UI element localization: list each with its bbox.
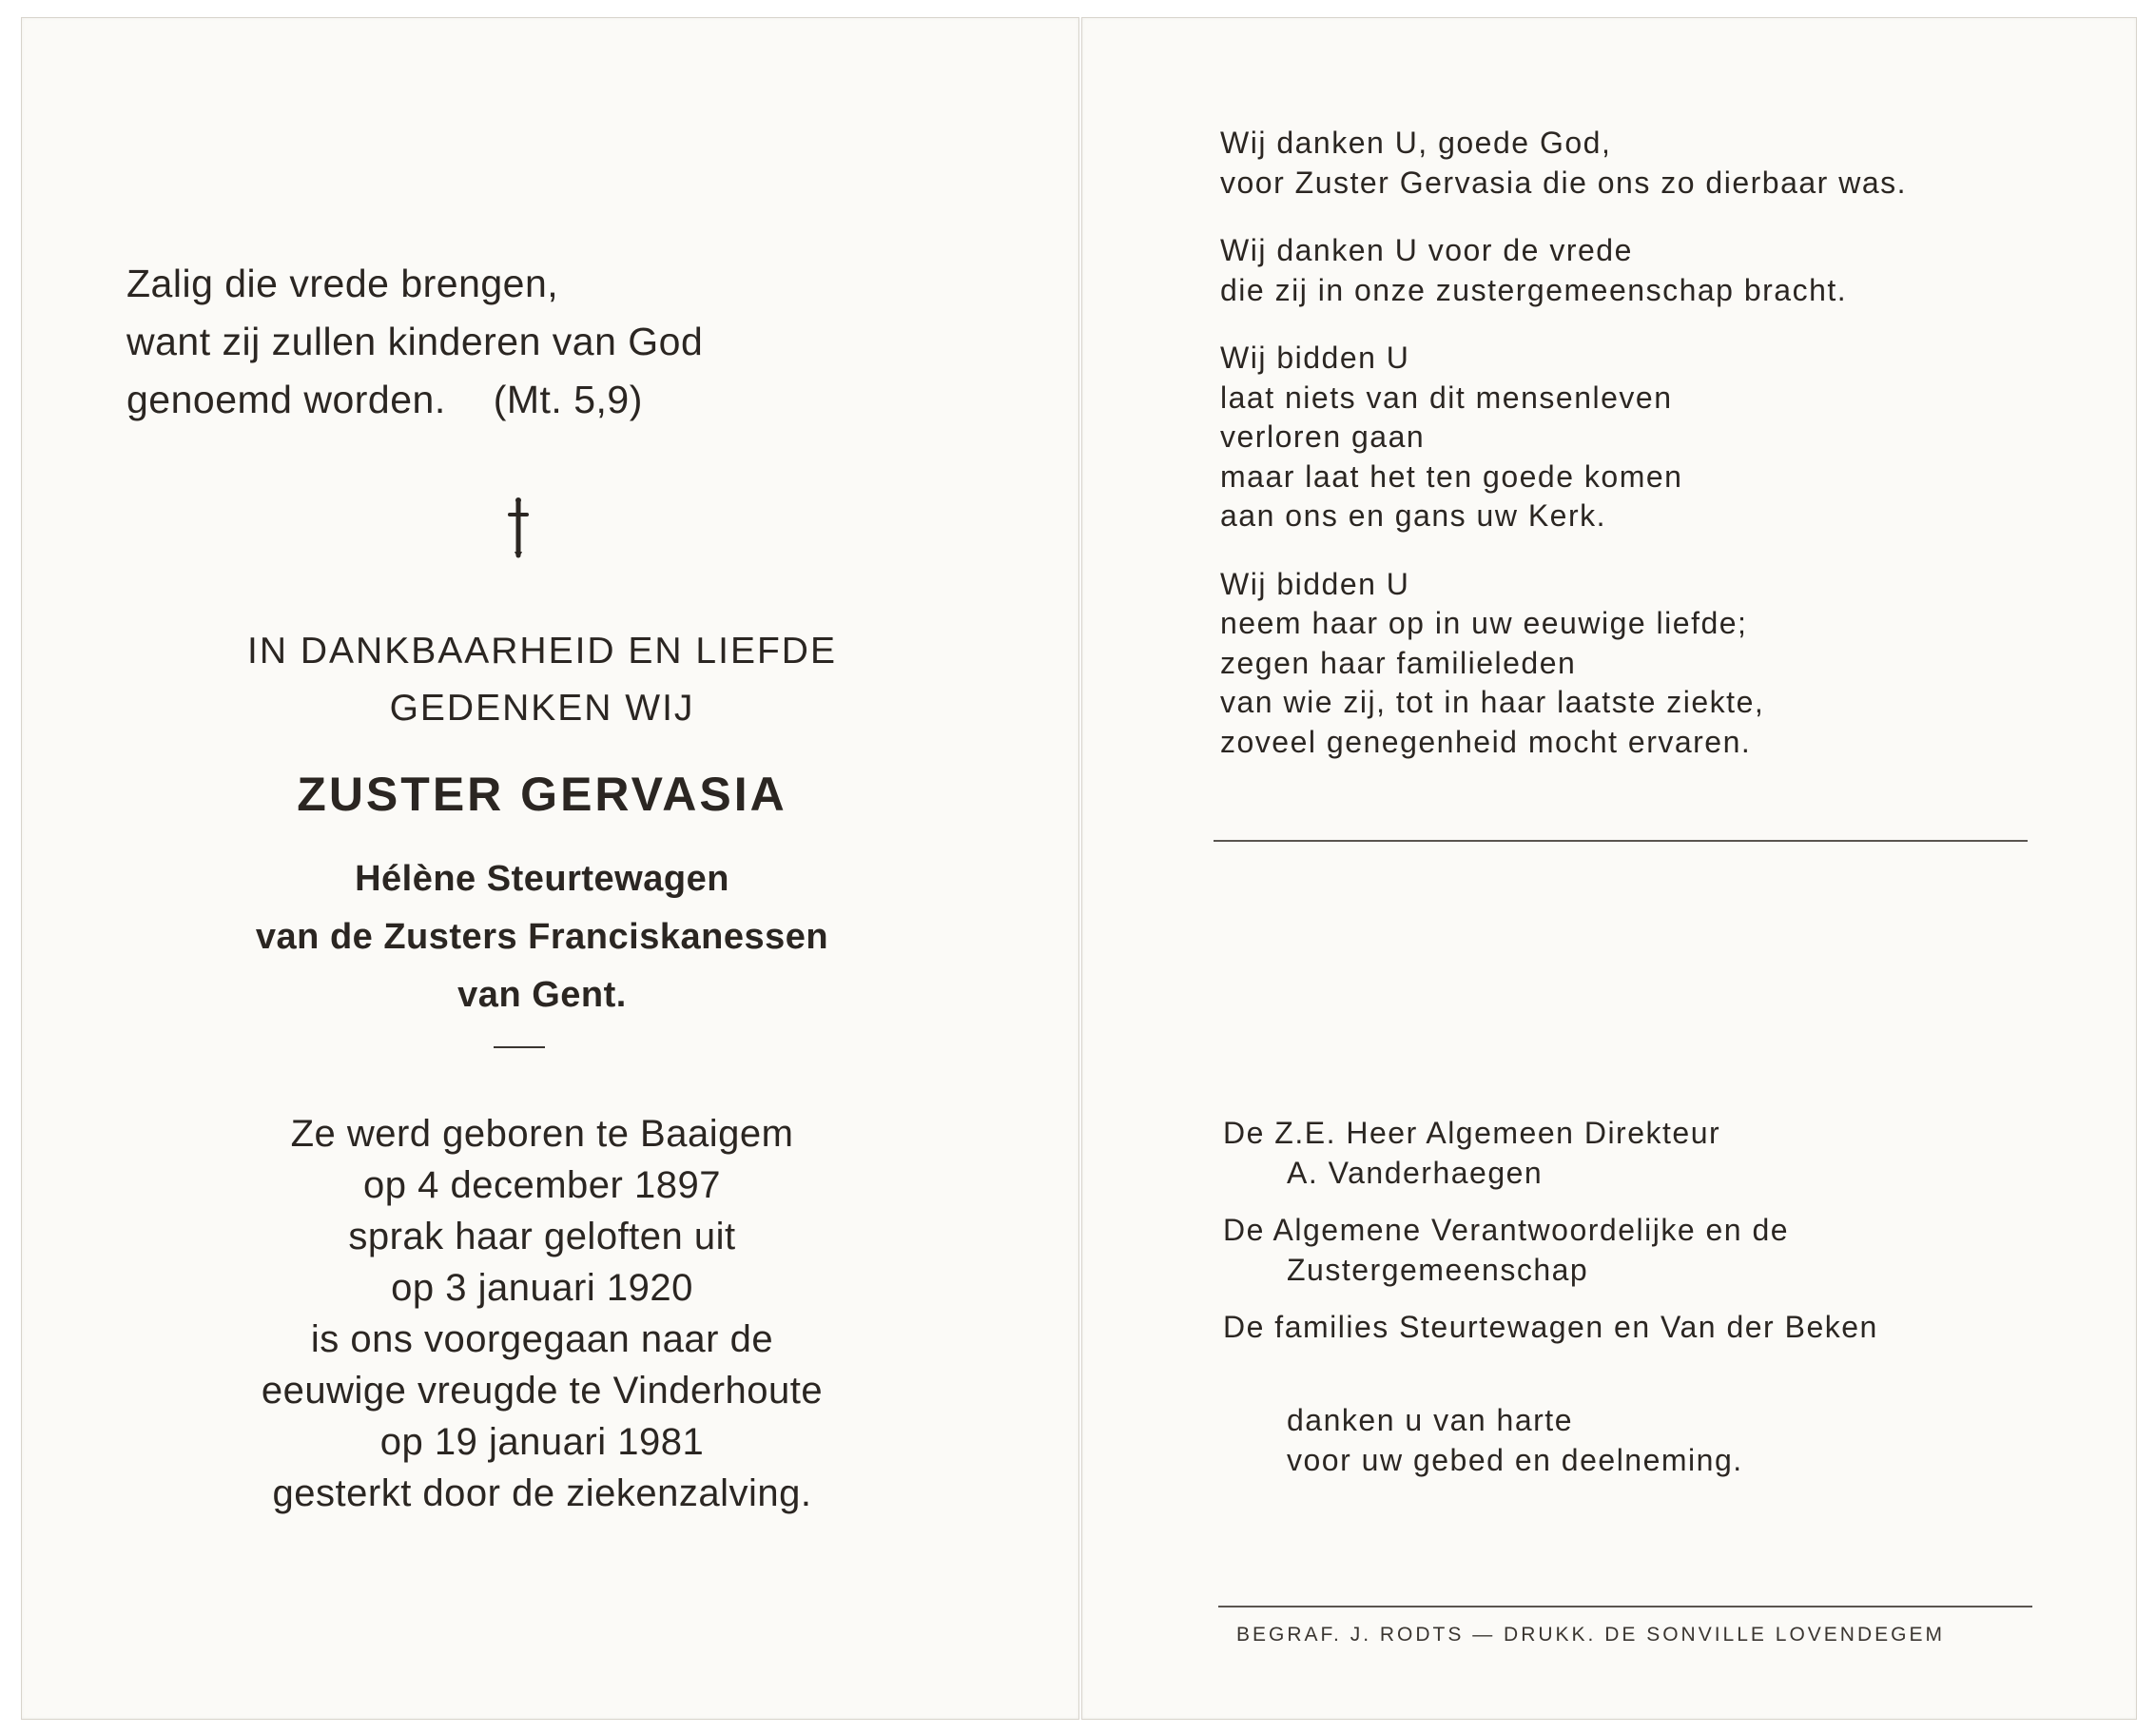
bible-quote [126, 255, 703, 429]
acknowledgement-line: Zustergemeenschap [1287, 1253, 1589, 1287]
quote-reference: (Mt. 5,9) [493, 378, 643, 421]
quote-line: Zalig die vrede brengen, [126, 262, 559, 305]
prayer-line: neem haar op in uw eeuwige liefde; [1220, 606, 1748, 640]
memorial-intro [114, 623, 970, 737]
acknowledgement [1223, 1210, 1878, 1290]
divider [1214, 840, 2028, 842]
closing-thanks [1223, 1400, 1878, 1480]
deceased-name: ZUSTER GERVASIA [297, 768, 787, 821]
prayer-line: voor Zuster Gervasia die ons zo dierbaar was. [1220, 165, 1908, 200]
bio-line: Ze werd geboren te Baaigem [290, 1113, 794, 1155]
congregation-line: van Gent. [457, 975, 627, 1015]
prayer-line: van wie zij, tot in haar laatste ziekte, [1220, 685, 1765, 719]
prayer-line: verloren gaan [1220, 419, 1426, 454]
acknowledgement-line: De Z.E. Heer Algemeen Direkteur [1223, 1116, 1721, 1150]
bio-line: op 4 december 1897 [363, 1164, 721, 1206]
acknowledgement-line: De Algemene Verantwoordelijke en de [1223, 1213, 1790, 1247]
prayer-line: Wij bidden U [1220, 341, 1410, 375]
intro-line: IN DANKBAARHEID EN LIEFDE [247, 631, 837, 672]
intro-line: GEDENKEN WIJ [389, 688, 695, 729]
closing-line: voor uw gebed en deelneming. [1287, 1443, 1743, 1477]
bio-line: is ons voorgegaan naar de [310, 1318, 774, 1360]
bio-line: eeuwige vreugde te Vinderhoute [261, 1370, 824, 1412]
prayer-line: die zij in onze zustergemeenschap bracht. [1220, 272, 1848, 307]
prayer-line: Wij bidden U [1220, 566, 1410, 601]
acknowledgements [1223, 1113, 1878, 1480]
congregation-line: van de Zusters Franciskanessen [255, 917, 829, 957]
divider [1218, 1606, 2032, 1607]
printer-credit: BEGRAF. J. RODTS — DRUKK. DE SONVILLE LOVENDEGEM [1236, 1624, 1945, 1646]
prayer-line: Wij danken U, goede God, [1220, 126, 1612, 160]
quote-line-text: genoemd worden. [126, 378, 446, 421]
deceased-details [114, 850, 970, 1024]
prayer-stanza [1220, 339, 1907, 536]
prayer-stanza [1220, 231, 1907, 310]
acknowledgement-line: A. Vanderhaegen [1287, 1156, 1544, 1190]
prayer-line: zegen haar familieleden [1220, 645, 1577, 680]
prayer-line: Wij danken U voor de vrede [1220, 233, 1633, 267]
prayer-line: laat niets van dit mensenleven [1220, 380, 1673, 415]
biography [114, 1108, 970, 1519]
civil-name: Hélène Steurtewagen [355, 859, 729, 899]
bio-line: sprak haar geloften uit [348, 1216, 736, 1257]
prayer-stanza [1220, 565, 1907, 763]
quote-line: want zij zullen kinderen van God [126, 320, 704, 363]
bio-line: op 3 januari 1920 [391, 1267, 693, 1309]
prayer-line: aan ons en gans uw Kerk. [1220, 498, 1607, 533]
prayer-line: zoveel genegenheid mocht ervaren. [1220, 724, 1752, 759]
prayer-stanza [1220, 124, 1907, 203]
closing-line: danken u van harte [1287, 1403, 1573, 1437]
cross-icon [504, 497, 533, 563]
acknowledgement-line: De families Steurtewagen en Van der Beken [1223, 1310, 1878, 1344]
prayer [1220, 124, 1907, 790]
acknowledgement [1223, 1307, 1878, 1347]
bio-line: op 19 januari 1981 [379, 1421, 705, 1463]
acknowledgement [1223, 1113, 1878, 1193]
divider [494, 1046, 545, 1048]
bio-line: gesterkt door de ziekenzalving. [272, 1472, 812, 1514]
quote-line [126, 371, 703, 429]
prayer-line: maar laat het ten goede komen [1220, 458, 1683, 494]
